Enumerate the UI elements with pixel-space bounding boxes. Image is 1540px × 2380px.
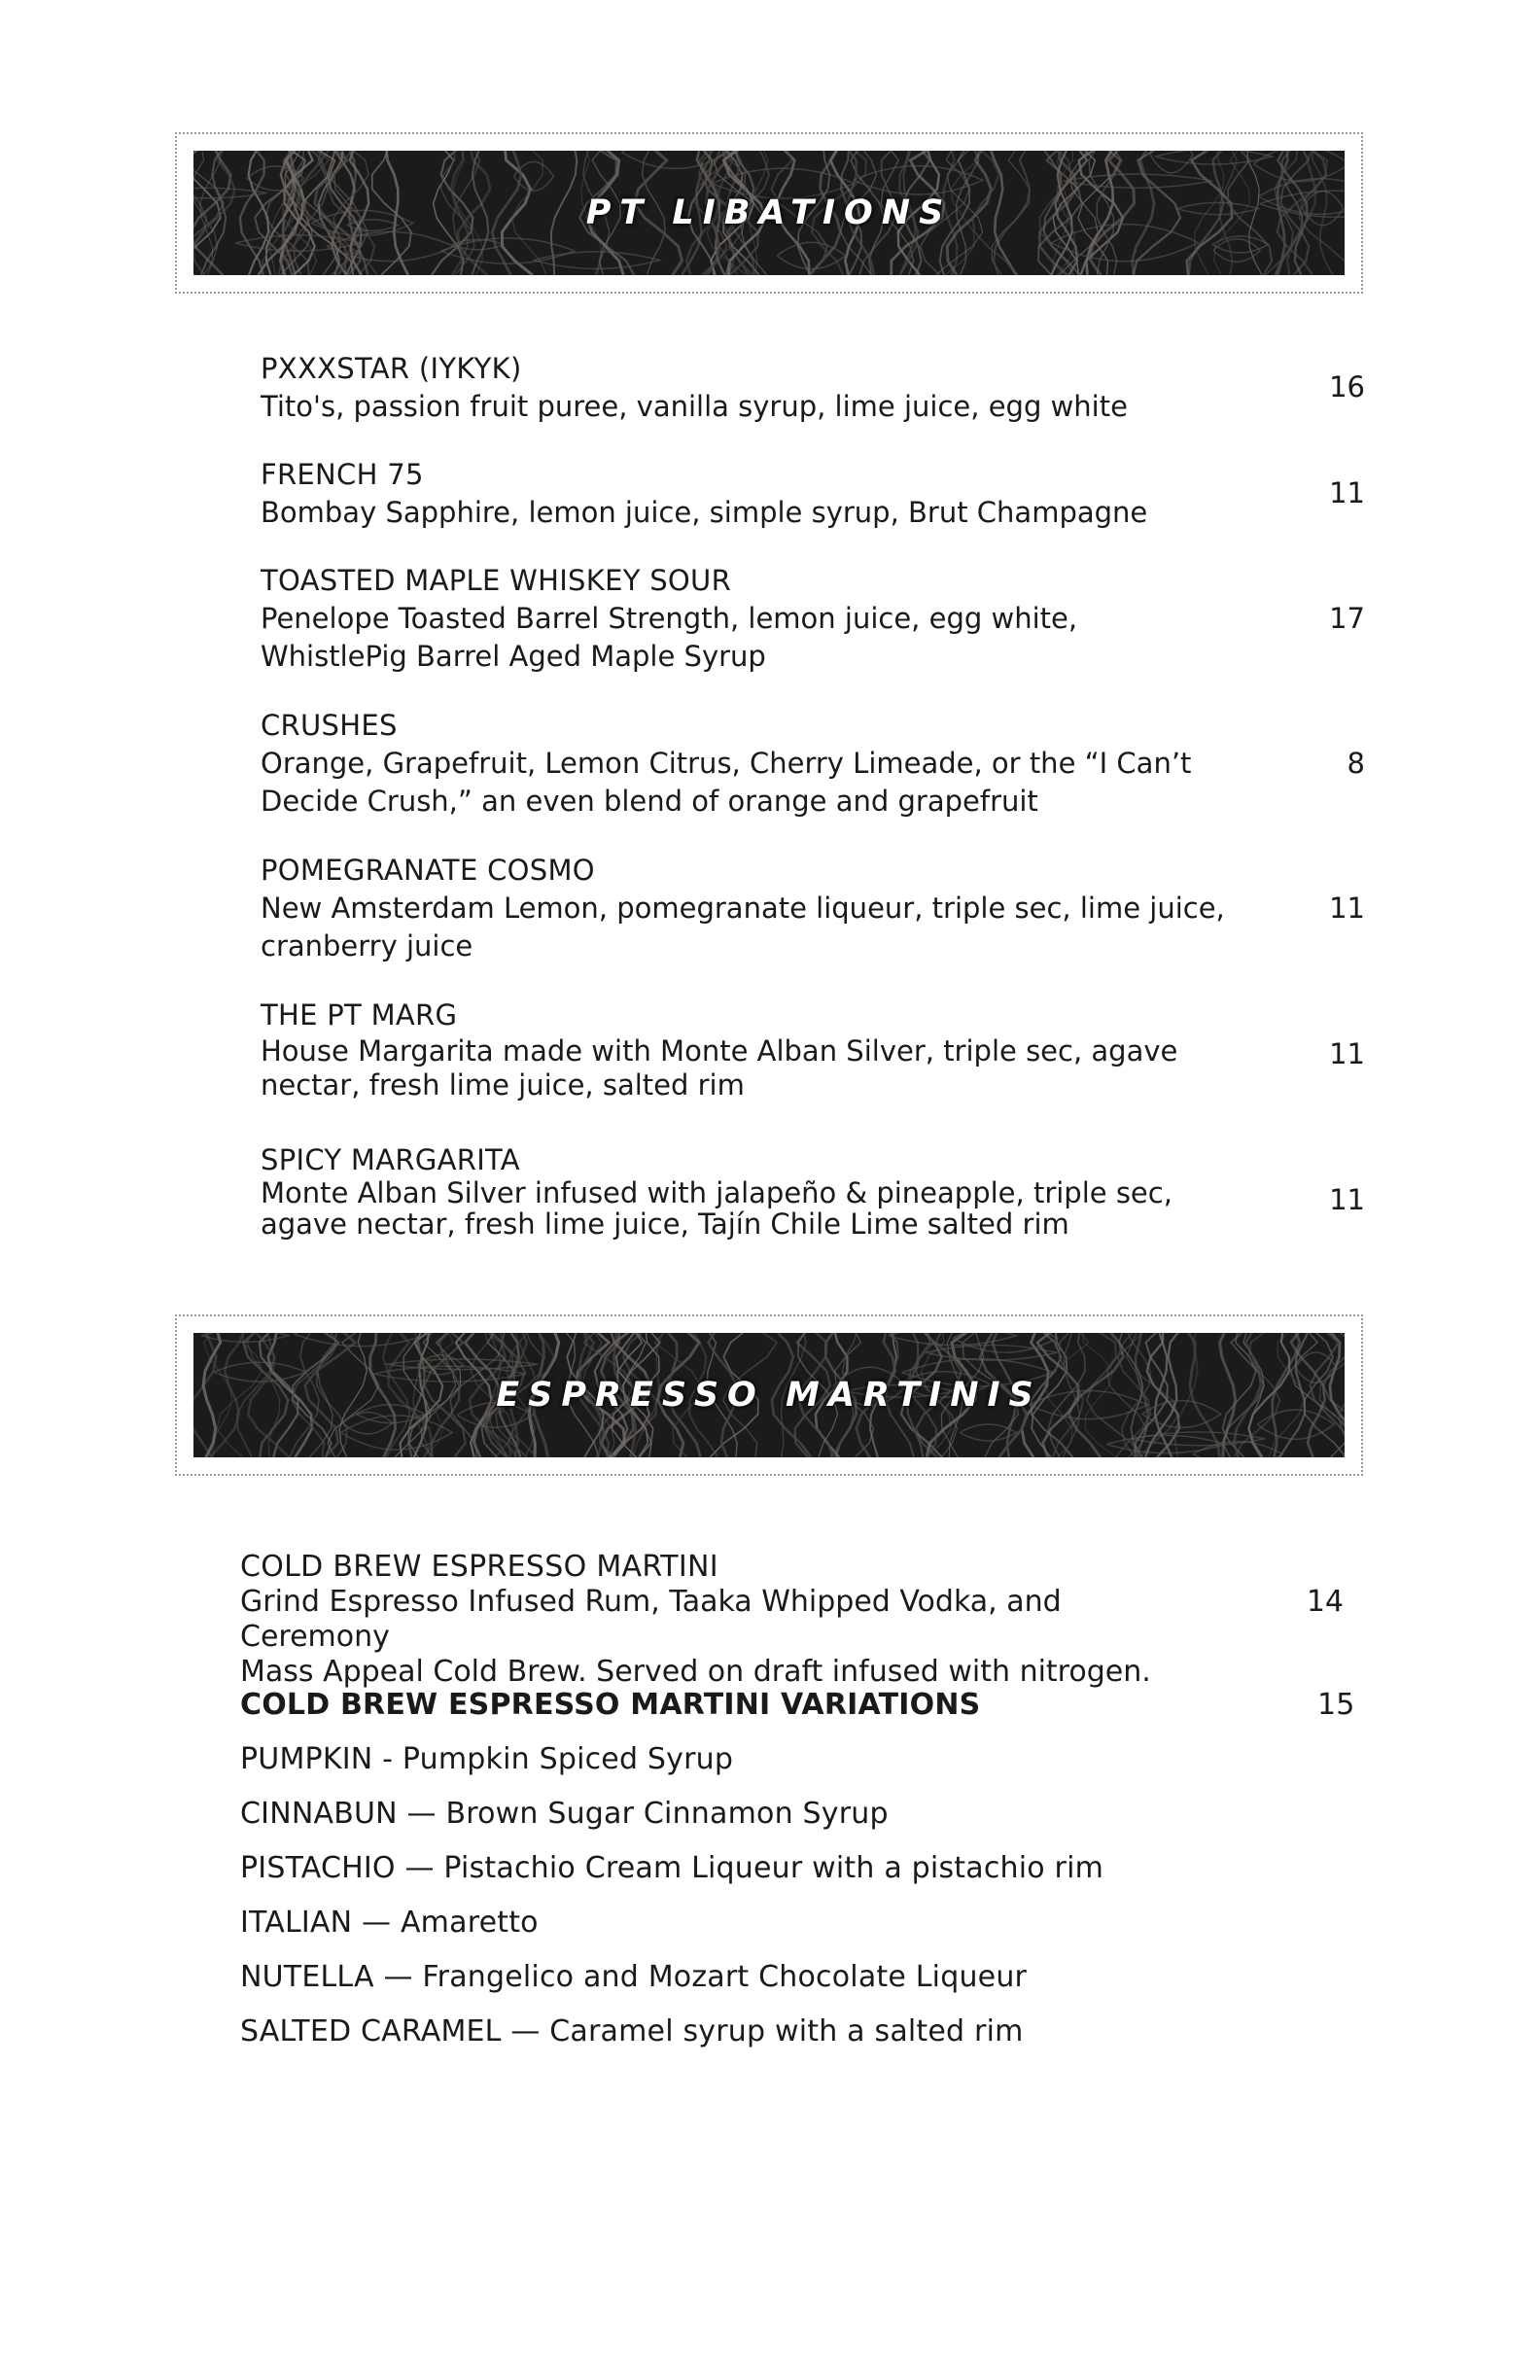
item-price: 11 xyxy=(1329,476,1365,509)
section-title: PT LIBATIONS xyxy=(585,193,953,232)
item-name: TOASTED MAPLE WHISKEY SOUR xyxy=(261,564,732,597)
item-name: PXXXSTAR (IYKYK) xyxy=(261,352,522,385)
item-price: 11 xyxy=(1329,1183,1365,1216)
item-name: THE PT MARG xyxy=(261,998,458,1032)
item-price: 17 xyxy=(1329,602,1365,635)
wood-grain-banner xyxy=(193,151,1345,275)
item-name: FRENCH 75 xyxy=(261,458,424,491)
item-desc-line: Decide Crush,” an even blend of orange and grapefruit xyxy=(261,785,1038,818)
item-desc-line: agave nectar, fresh lime juice, Tajín Chile Lime salted rim xyxy=(261,1208,1069,1241)
item-desc-line: Penelope Toasted Barrel Strength, lemon juice, egg white, xyxy=(261,602,1078,635)
item-name: CRUSHES xyxy=(261,709,398,742)
item-desc-line: Tito's, passion fruit puree, vanilla syrup, lime juice, egg white xyxy=(261,390,1128,423)
item-desc-line: House Margarita made with Monte Alban Silver, triple sec, agave xyxy=(261,1034,1178,1068)
variation-item: PUMPKIN - Pumpkin Spiced Syrup xyxy=(240,1742,734,1776)
menu-item xyxy=(261,852,1365,965)
variations-heading: COLD BREW ESPRESSO MARTINI VARIATIONS xyxy=(240,1688,981,1722)
item-desc-line: nectar, fresh lime juice, salted rim xyxy=(261,1068,745,1102)
menu-item xyxy=(261,707,1365,821)
menu-item xyxy=(261,456,1365,532)
item-price: 8 xyxy=(1347,747,1365,780)
variation-item: SALTED CARAMEL — Caramel syrup with a salted rim xyxy=(240,2014,1024,2048)
item-desc-line: Monte Alban Silver infused with jalapeño & pineapple, triple sec, xyxy=(261,1176,1172,1209)
item-desc-line: Orange, Grapefruit, Lemon Citrus, Cherry Limeade, or the “I Can’t xyxy=(261,747,1192,780)
item-name: SPICY MARGARITA xyxy=(261,1143,520,1176)
item-price: 11 xyxy=(1329,892,1365,925)
variation-item: CINNABUN — Brown Sugar Cinnamon Syrup xyxy=(240,1797,889,1831)
variation-item: ITALIAN — Amaretto xyxy=(240,1906,539,1940)
item-desc-line: Grind Espresso Infused Rum, Taaka Whipped Vodka, and Ceremony xyxy=(240,1585,1062,1654)
item-price: 11 xyxy=(1329,1037,1365,1070)
menu-item xyxy=(240,1550,1345,1690)
menu-item xyxy=(261,997,1365,1102)
item-name: POMEGRANATE COSMO xyxy=(261,854,595,887)
menu-item xyxy=(261,1142,1365,1240)
item-price: 16 xyxy=(1329,370,1365,403)
item-desc-line: New Amsterdam Lemon, pomegranate liqueur, triple sec, lime juice, xyxy=(261,892,1225,925)
wood-grain-banner xyxy=(193,1333,1345,1457)
section-banner-espresso-martinis xyxy=(175,1314,1363,1476)
menu-item xyxy=(261,562,1365,676)
item-name: COLD BREW ESPRESSO MARTINI xyxy=(240,1550,718,1584)
item-desc-line: WhistlePig Barrel Aged Maple Syrup xyxy=(261,640,766,673)
variation-item: PISTACHIO — Pistachio Cream Liqueur with a pistachio rim xyxy=(240,1851,1104,1885)
item-price: 14 xyxy=(1306,1585,1344,1619)
variation-item: NUTELLA — Frangelico and Mozart Chocolate Liqueur xyxy=(240,1960,1028,1994)
menu-item xyxy=(261,350,1365,426)
section-title: ESPRESSO MARTINIS xyxy=(496,1376,1042,1415)
item-desc-line: Mass Appeal Cold Brew. Served on draft infused with nitrogen. xyxy=(240,1655,1151,1689)
variations-price: 15 xyxy=(1317,1688,1355,1722)
section-banner-pt-libations xyxy=(175,132,1363,294)
item-desc-line: Bombay Sapphire, lemon juice, simple syrup, Brut Champagne xyxy=(261,496,1148,529)
item-desc-line: cranberry juice xyxy=(261,929,473,962)
